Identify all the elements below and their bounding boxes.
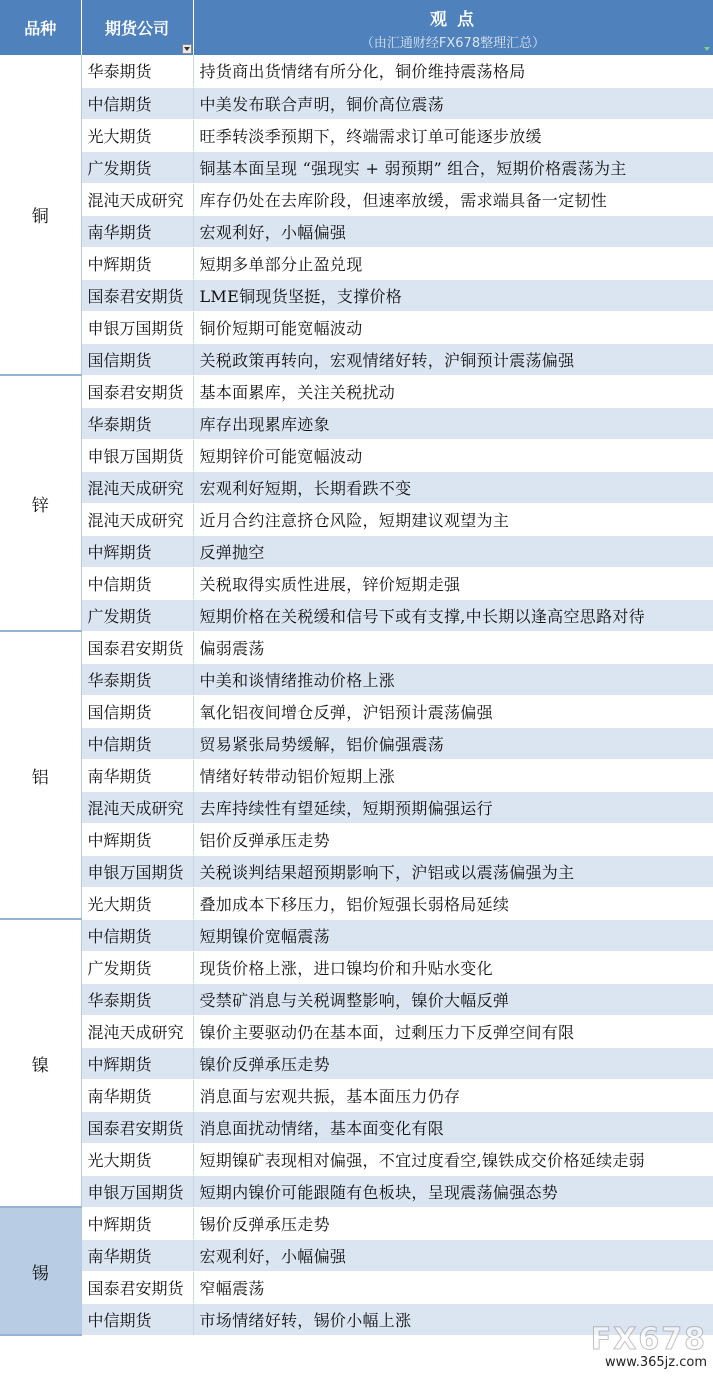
table-row (0, 919, 713, 951)
company-cell: 混沌天成研究 (81, 791, 193, 823)
company-cell: 中信期货 (81, 727, 193, 759)
company-cell: 中信期货 (81, 87, 193, 119)
variety-cell: 镍 (0, 919, 81, 1207)
view-cell: 贸易紧张局势缓解，铝价偏强震荡 (193, 727, 713, 759)
table-row (0, 855, 713, 887)
company-cell: 光大期货 (81, 1143, 193, 1175)
table-row (0, 247, 713, 279)
company-cell: 中辉期货 (81, 535, 193, 567)
view-cell: 短期价格在关税缓和信号下或有支撑,中长期以逢高空思路对待 (193, 599, 713, 631)
company-cell: 广发期货 (81, 951, 193, 983)
table-row (0, 311, 713, 343)
company-cell: 国泰君安期货 (81, 1271, 193, 1303)
view-cell: 受禁矿消息与关税调整影响，镍价大幅反弹 (193, 983, 713, 1015)
view-cell: 宏观利好，小幅偏强 (193, 1239, 713, 1271)
table-row (0, 55, 713, 87)
filter-active-icon[interactable] (702, 44, 712, 54)
variety-cell: 铝 (0, 631, 81, 919)
view-cell: 铝价反弹承压走势 (193, 823, 713, 855)
table-row (0, 1015, 713, 1047)
company-cell: 国泰君安期货 (81, 375, 193, 407)
table-row (0, 1047, 713, 1079)
view-cell: 关税取得实质性进展，锌价短期走强 (193, 567, 713, 599)
company-cell: 南华期货 (81, 1239, 193, 1271)
company-cell: 国信期货 (81, 343, 193, 375)
view-cell: 镍价主要驱动仍在基本面，过剩压力下反弹空间有限 (193, 1015, 713, 1047)
table-row (0, 1239, 713, 1271)
company-cell: 中信期货 (81, 567, 193, 599)
variety-cell: 锡 (0, 1207, 81, 1335)
header-view-title: 观 点 (430, 9, 476, 30)
company-cell: 华泰期货 (81, 55, 193, 87)
header-row (0, 0, 713, 55)
view-cell: 消息面与宏观共振，基本面压力仍存 (193, 1079, 713, 1111)
table-row (0, 759, 713, 791)
company-cell: 广发期货 (81, 151, 193, 183)
table-row (0, 119, 713, 151)
company-cell: 南华期货 (81, 215, 193, 247)
table-row (0, 1175, 713, 1207)
table-row (0, 279, 713, 311)
table-row (0, 87, 713, 119)
company-cell: 申银万国期货 (81, 1175, 193, 1207)
table-row (0, 183, 713, 215)
header-company (81, 0, 193, 55)
view-cell: 去库持续性有望延续，短期预期偏强运行 (193, 791, 713, 823)
company-cell: 中信期货 (81, 919, 193, 951)
company-cell: 南华期货 (81, 1079, 193, 1111)
table-row (0, 887, 713, 919)
view-cell: 宏观利好短期，长期看跌不变 (193, 471, 713, 503)
view-cell: 铜价短期可能宽幅波动 (193, 311, 713, 343)
table-row (0, 1271, 713, 1303)
company-cell: 国信期货 (81, 695, 193, 727)
table-row (0, 983, 713, 1015)
company-cell: 申银万国期货 (81, 439, 193, 471)
company-cell: 华泰期货 (81, 663, 193, 695)
table-row (0, 631, 713, 663)
view-cell: 库存仍处在去库阶段，但速率放缓，需求端具备一定韧性 (193, 183, 713, 215)
table-row (0, 951, 713, 983)
table-row (0, 215, 713, 247)
header-company-label: 期货公司 (104, 19, 169, 38)
company-cell: 混沌天成研究 (81, 503, 193, 535)
header-variety (0, 0, 81, 55)
view-cell: 窄幅震荡 (193, 1271, 713, 1303)
view-cell: 关税谈判结果超预期影响下，沪铝或以震荡偏强为主 (193, 855, 713, 887)
view-cell: 偏弱震荡 (193, 631, 713, 663)
table-row (0, 567, 713, 599)
company-cell: 中辉期货 (81, 1207, 193, 1239)
view-cell: 基本面累库，关注关税扰动 (193, 375, 713, 407)
view-cell: 短期镍矿表现相对偏强，不宜过度看空,镍铁成交价格延续走弱 (193, 1143, 713, 1175)
company-cell: 南华期货 (81, 759, 193, 791)
table-body (0, 55, 713, 1335)
company-cell: 华泰期货 (81, 983, 193, 1015)
company-cell: 中辉期货 (81, 823, 193, 855)
view-cell: 氧化铝夜间增仓反弹，沪铝预计震荡偏强 (193, 695, 713, 727)
company-cell: 华泰期货 (81, 407, 193, 439)
table-row (0, 439, 713, 471)
company-cell: 国泰君安期货 (81, 631, 193, 663)
company-cell: 国泰君安期货 (81, 1111, 193, 1143)
company-cell: 中辉期货 (81, 247, 193, 279)
table-row (0, 1303, 713, 1335)
view-cell: 市场情绪好转，锡价小幅上涨 (193, 1303, 713, 1335)
company-cell: 中信期货 (81, 1303, 193, 1335)
watermark-site: www.365jz.com (605, 1355, 707, 1370)
header-variety-label: 品种 (24, 19, 57, 38)
view-cell: 短期多单部分止盈兑现 (193, 247, 713, 279)
company-cell: 中辉期货 (81, 1047, 193, 1079)
view-cell: 旺季转淡季预期下，终端需求订单可能逐步放缓 (193, 119, 713, 151)
variety-cell: 锌 (0, 375, 81, 631)
company-cell: 申银万国期货 (81, 311, 193, 343)
company-cell: 国泰君安期货 (81, 279, 193, 311)
table-row (0, 727, 713, 759)
company-cell: 申银万国期货 (81, 855, 193, 887)
table-row (0, 535, 713, 567)
table-row (0, 695, 713, 727)
table-row (0, 407, 713, 439)
view-cell: 宏观利好，小幅偏强 (193, 215, 713, 247)
view-cell: 反弹抛空 (193, 535, 713, 567)
table-row (0, 663, 713, 695)
table-row (0, 1207, 713, 1239)
view-cell: 中美和谈情绪推动价格上涨 (193, 663, 713, 695)
watermark-brand: FX678 (590, 1322, 707, 1357)
view-cell: LME铜现货坚挺，支撑价格 (193, 279, 713, 311)
view-cell: 短期镍价宽幅震荡 (193, 919, 713, 951)
company-cell: 广发期货 (81, 599, 193, 631)
company-cell: 混沌天成研究 (81, 183, 193, 215)
filter-dropdown-icon[interactable] (182, 44, 192, 54)
table-row (0, 151, 713, 183)
view-cell: 镍价反弹承压走势 (193, 1047, 713, 1079)
view-cell: 消息面扰动情绪，基本面变化有限 (193, 1111, 713, 1143)
view-cell: 库存出现累库迹象 (193, 407, 713, 439)
variety-cell: 铜 (0, 55, 81, 375)
table-row (0, 599, 713, 631)
view-cell: 中美发布联合声明，铜价高位震荡 (193, 87, 713, 119)
company-cell: 光大期货 (81, 119, 193, 151)
view-cell: 持货商出货情绪有所分化，铜价维持震荡格局 (193, 55, 713, 87)
table-row (0, 471, 713, 503)
table-row (0, 343, 713, 375)
table-row (0, 823, 713, 855)
company-cell: 混沌天成研究 (81, 1015, 193, 1047)
table-row (0, 1079, 713, 1111)
header-view (193, 0, 713, 55)
company-cell: 光大期货 (81, 887, 193, 919)
table-row (0, 1111, 713, 1143)
view-cell: 短期内镍价可能跟随有色板块，呈现震荡偏强态势 (193, 1175, 713, 1207)
table-row (0, 1143, 713, 1175)
view-cell: 现货价格上涨，进口镍均价和升贴水变化 (193, 951, 713, 983)
view-cell: 铜基本面呈现 “强现实 + 弱预期” 组合，短期价格震荡为主 (193, 151, 713, 183)
view-cell: 情绪好转带动铝价短期上涨 (193, 759, 713, 791)
header-view-subtitle: （由汇通财经FX678整理汇总） (360, 35, 546, 51)
view-cell: 叠加成本下移压力，铝价短强长弱格局延续 (193, 887, 713, 919)
view-cell: 关税政策再转向，宏观情绪好转，沪铜预计震荡偏强 (193, 343, 713, 375)
table-row (0, 375, 713, 407)
table-row (0, 503, 713, 535)
view-cell: 近月合约注意挤仓风险，短期建议观望为主 (193, 503, 713, 535)
company-cell: 混沌天成研究 (81, 471, 193, 503)
view-cell: 短期锌价可能宽幅波动 (193, 439, 713, 471)
table-row (0, 791, 713, 823)
view-cell: 锡价反弹承压走势 (193, 1207, 713, 1239)
